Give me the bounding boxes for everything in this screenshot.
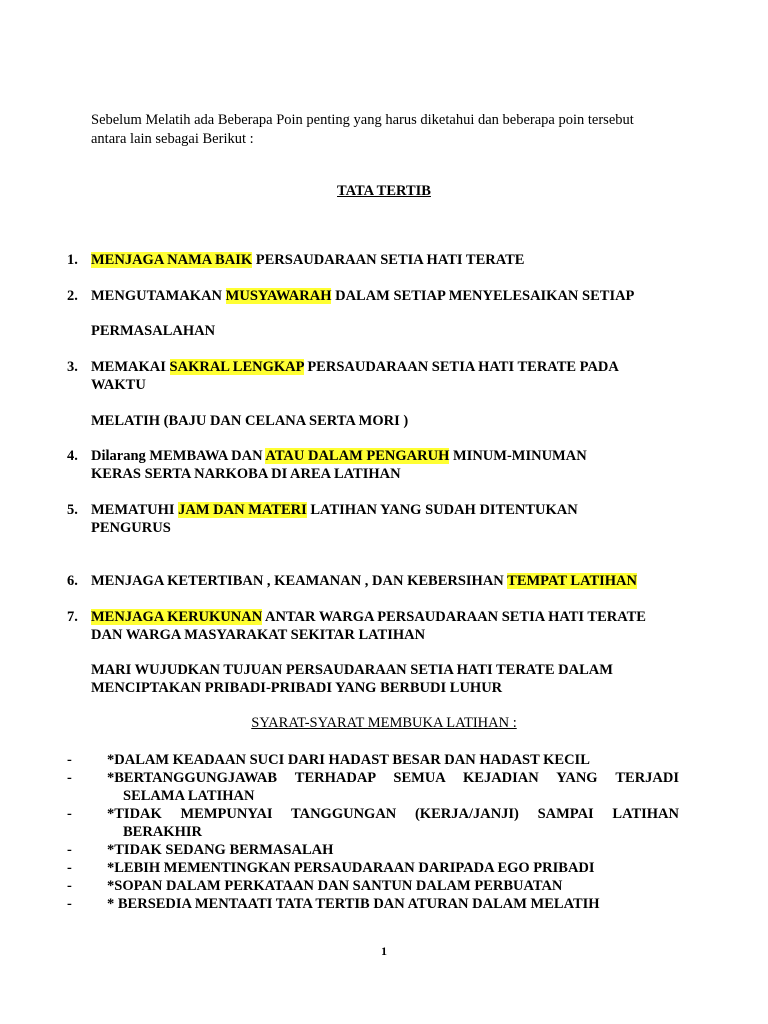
intro-paragraph — [91, 111, 691, 149]
syarat-text-wrap: BERAKHIR — [123, 824, 202, 840]
rule-text-pre: Dilarang MEMBAWA DAN — [91, 448, 266, 464]
closing-line-2: MENCIPTAKAN PRIBADI-PRIBADI YANG BERBUDI LUHUR — [91, 680, 503, 696]
rule-text: PERSAUDARAAN SETIA HATI TERATE PADA — [303, 359, 619, 375]
rule-text: ANTAR WARGA PERSAUDARAAN SETIA HATI TERATE — [262, 609, 646, 625]
closing-paragraph — [91, 661, 691, 697]
rule-2-continuation: PERMASALAHAN — [91, 323, 216, 339]
rule-number: 5. — [67, 502, 78, 518]
rule-highlight: TEMPAT LATIHAN — [507, 573, 637, 589]
syarat-item-6 — [67, 877, 679, 895]
syarat-text: * BERSEDIA MENTAATI TATA TERTIB DAN ATURAN DALAM MELATIH — [107, 896, 600, 912]
rule-number: 1. — [67, 252, 78, 268]
rule-number: 6. — [67, 573, 78, 589]
rule-item-5 — [67, 501, 687, 537]
rule-item-6 — [67, 572, 687, 590]
intro-line-2: antara lain sebagai Berikut : — [91, 131, 254, 147]
syarat-title: SYARAT-SYARAT MEMBUKA LATIHAN : — [251, 715, 517, 731]
rule-text-pre: MENJAGA KETERTIBAN , KEAMANAN , DAN KEBERSIHAN — [91, 573, 508, 589]
syarat-text-wrap: SELAMA LATIHAN — [123, 788, 255, 804]
syarat-text: *SOPAN DALAM PERKATAAN DAN SANTUN DALAM PERBUATAN — [107, 878, 563, 894]
tata-tertib-title: TATA TERTIB — [337, 183, 431, 199]
rule-number: 2. — [67, 288, 78, 304]
rule-item-1 — [67, 251, 687, 269]
rule-highlight: MUSYAWARAH — [225, 288, 332, 304]
page-number: 1 — [381, 944, 387, 958]
syarat-text: *TIDAK MEMPUNYAI TANGGUNGAN (KERJA/JANJI) SAMPAI LATIHAN — [107, 806, 679, 822]
rule-highlight: ATAU DALAM PENGARUH — [265, 448, 450, 464]
rule-text-line2: DAN WARGA MASYARAKAT SEKITAR LATIHAN — [91, 627, 426, 643]
rule-text: PERSAUDARAAN SETIA HATI TERATE — [252, 252, 525, 268]
list-dash: - — [67, 806, 72, 822]
syarat-item-5 — [67, 859, 679, 877]
syarat-item-1 — [67, 751, 679, 769]
rule-item-4 — [67, 447, 687, 483]
rule-text-pre: MEMATUHI — [91, 502, 179, 518]
rule-text-line2: PENGURUS — [91, 520, 171, 536]
rule-text-line2: KERAS SERTA NARKOBA DI AREA LATIHAN — [91, 466, 401, 482]
rule-number: 7. — [67, 609, 78, 625]
list-dash: - — [67, 770, 72, 786]
rule-text: LATIHAN YANG SUDAH DITENTUKAN — [306, 502, 578, 518]
syarat-text: *BERTANGGUNGJAWAB TERHADAP SEMUA KEJADIAN YANG TERJADI — [107, 770, 679, 786]
rule-text-pre: MENGUTAMAKAN — [91, 288, 226, 304]
syarat-item-2 — [67, 769, 679, 805]
intro-line-1: Sebelum Melatih ada Beberapa Poin penting yang harus diketahui dan beberapa poin tersebut — [91, 112, 634, 128]
syarat-text: *LEBIH MEMENTINGKAN PERSAUDARAAN DARIPADA EGO PRIBADI — [107, 860, 595, 876]
rule-text-pre: MEMAKAI — [91, 359, 170, 375]
rule-highlight: SAKRAL LENGKAP — [169, 359, 304, 375]
list-dash: - — [67, 860, 72, 876]
rule-3-continuation: MELATIH (BAJU DAN CELANA SERTA MORI ) — [91, 413, 409, 429]
rule-text: DALAM SETIAP MENYELESAIKAN SETIAP — [331, 288, 635, 304]
list-dash: - — [67, 752, 72, 768]
rule-highlight: MENJAGA KERUKUNAN — [91, 609, 263, 625]
rule-number: 4. — [67, 448, 78, 464]
list-dash: - — [67, 842, 72, 858]
rule-item-2 — [67, 287, 687, 305]
syarat-item-4 — [67, 841, 679, 859]
rule-item-3 — [67, 358, 687, 394]
list-dash: - — [67, 878, 72, 894]
closing-line-1: MARI WUJUDKAN TUJUAN PERSAUDARAAN SETIA HATI TERATE DALAM — [91, 662, 613, 678]
rule-text: MINUM-MINUMAN — [449, 448, 587, 464]
list-dash: - — [67, 896, 72, 912]
rule-number: 3. — [67, 359, 78, 375]
syarat-item-3 — [67, 805, 679, 841]
rule-highlight: MENJAGA NAMA BAIK — [91, 252, 253, 268]
syarat-text: *TIDAK SEDANG BERMASALAH — [107, 842, 334, 858]
syarat-item-7 — [67, 895, 679, 913]
rule-highlight: JAM DAN MATERI — [178, 502, 307, 518]
syarat-text: *DALAM KEADAAN SUCI DARI HADAST BESAR DAN HADAST KECIL — [107, 752, 590, 768]
rule-item-7 — [67, 608, 687, 644]
rule-text-line2: WAKTU — [91, 377, 146, 393]
